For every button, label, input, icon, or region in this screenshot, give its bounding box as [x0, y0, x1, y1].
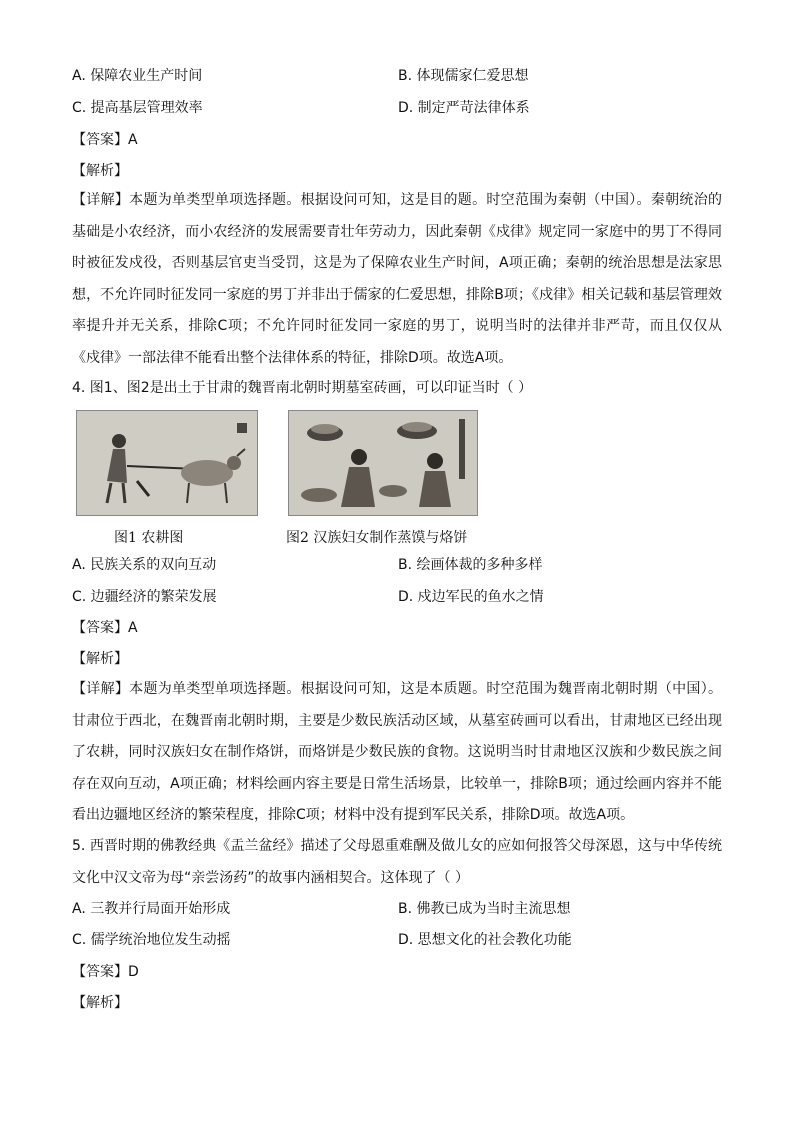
q3-option-c: C. 提高基层管理效率 — [72, 100, 203, 116]
figure-2-women-cooking-mural — [288, 410, 478, 516]
q4-answer: 【答案】A — [72, 620, 138, 636]
q4-analysis-label: 【解析】 — [72, 651, 128, 667]
q5-option-b: B. 佛教已成为当时主流思想 — [398, 901, 571, 917]
q5-option-a: A. 三教并行局面开始形成 — [72, 901, 231, 917]
q4-detail: 【详解】本题为单类型单项选择题。根据设问可知，这是本质题。时空范围为魏晋南北朝时期（中国）。甘肃位于西北，在魏晋南北朝时期，主要是少数民族活动区域，从墓室砖画可以看出，甘肃地区已经出现了农耕，同时汉族妇女在制作烙饼，而烙饼是少数民族的食物。这说明当时甘肃地区汉族和少数民族之间存在双向互动，A项正确；材料绘画内容主要是日常生活场景，比较单一，排除B项；通过绘画内容并不能看出边疆地区经济的繁荣程度，排除C项；材料中没有提到军民关系，排除D项。故选A项。 — [72, 681, 722, 823]
q4-stem: 4. 图1、图2是出土于甘肃的魏晋南北朝时期墓室砖画，可以印证当时（ ） — [72, 380, 533, 396]
figure-1-caption: 图1 农耕图 — [114, 530, 184, 546]
q4-option-d: D. 戍边军民的鱼水之情 — [398, 589, 544, 605]
q3-option-a: A. 保障农业生产时间 — [72, 68, 203, 84]
q5-analysis-label: 【解析】 — [72, 995, 128, 1011]
q3-analysis-label: 【解析】 — [72, 163, 128, 179]
q5-answer: 【答案】D — [72, 964, 139, 980]
q4-option-a: A. 民族关系的双向互动 — [72, 557, 217, 573]
figure-1-farming-mural — [76, 410, 258, 516]
q5-option-c: C. 儒学统治地位发生动摇 — [72, 932, 231, 948]
q3-detail: 【详解】本题为单类型单项选择题。根据设问可知，这是目的题。时空范围为秦朝（中国）。秦朝统治的基础是小农经济，而小农经济的发展需要青壮年劳动力，因此秦朝《戍律》规定同一家庭中的男丁不得同时被征发戍役，否则基层官吏当受罚，这是为了保障农业生产时间，A项正确；秦朝的统治思想是法家思想，不允许同时征发同一家庭的男丁并非出于儒家的仁爱思想，排除B项；《戍律》相关记载和基层管理效率提升并无关系，排除C项；不允许同时征发同一家庭的男丁，说明当时的法律并非严苛，而且仅仅从《戍律》一部法律不能看出整个法律体系的特征，排除D项。故选A项。 — [72, 192, 722, 366]
q4-option-c: C. 边疆经济的繁荣发展 — [72, 589, 217, 605]
figure-2-caption: 图2 汉族妇女制作蒸馍与烙饼 — [286, 530, 468, 546]
q5-option-d: D. 思想文化的社会教化功能 — [398, 932, 572, 948]
q3-option-d: D. 制定严苛法律体系 — [398, 100, 530, 116]
q3-option-b: B. 体现儒家仁爱思想 — [398, 68, 529, 84]
q3-answer: 【答案】A — [72, 132, 138, 148]
q5-stem: 5. 西晋时期的佛教经典《盂兰盆经》描述了父母恩重难酬及做儿女的应如何报答父母深恩，这与中华传统文化中汉文帝为母“亲尝汤药”的故事内涵相契合。这体现了（ ） — [72, 838, 722, 886]
q4-option-b: B. 绘画体裁的多种多样 — [398, 557, 543, 573]
